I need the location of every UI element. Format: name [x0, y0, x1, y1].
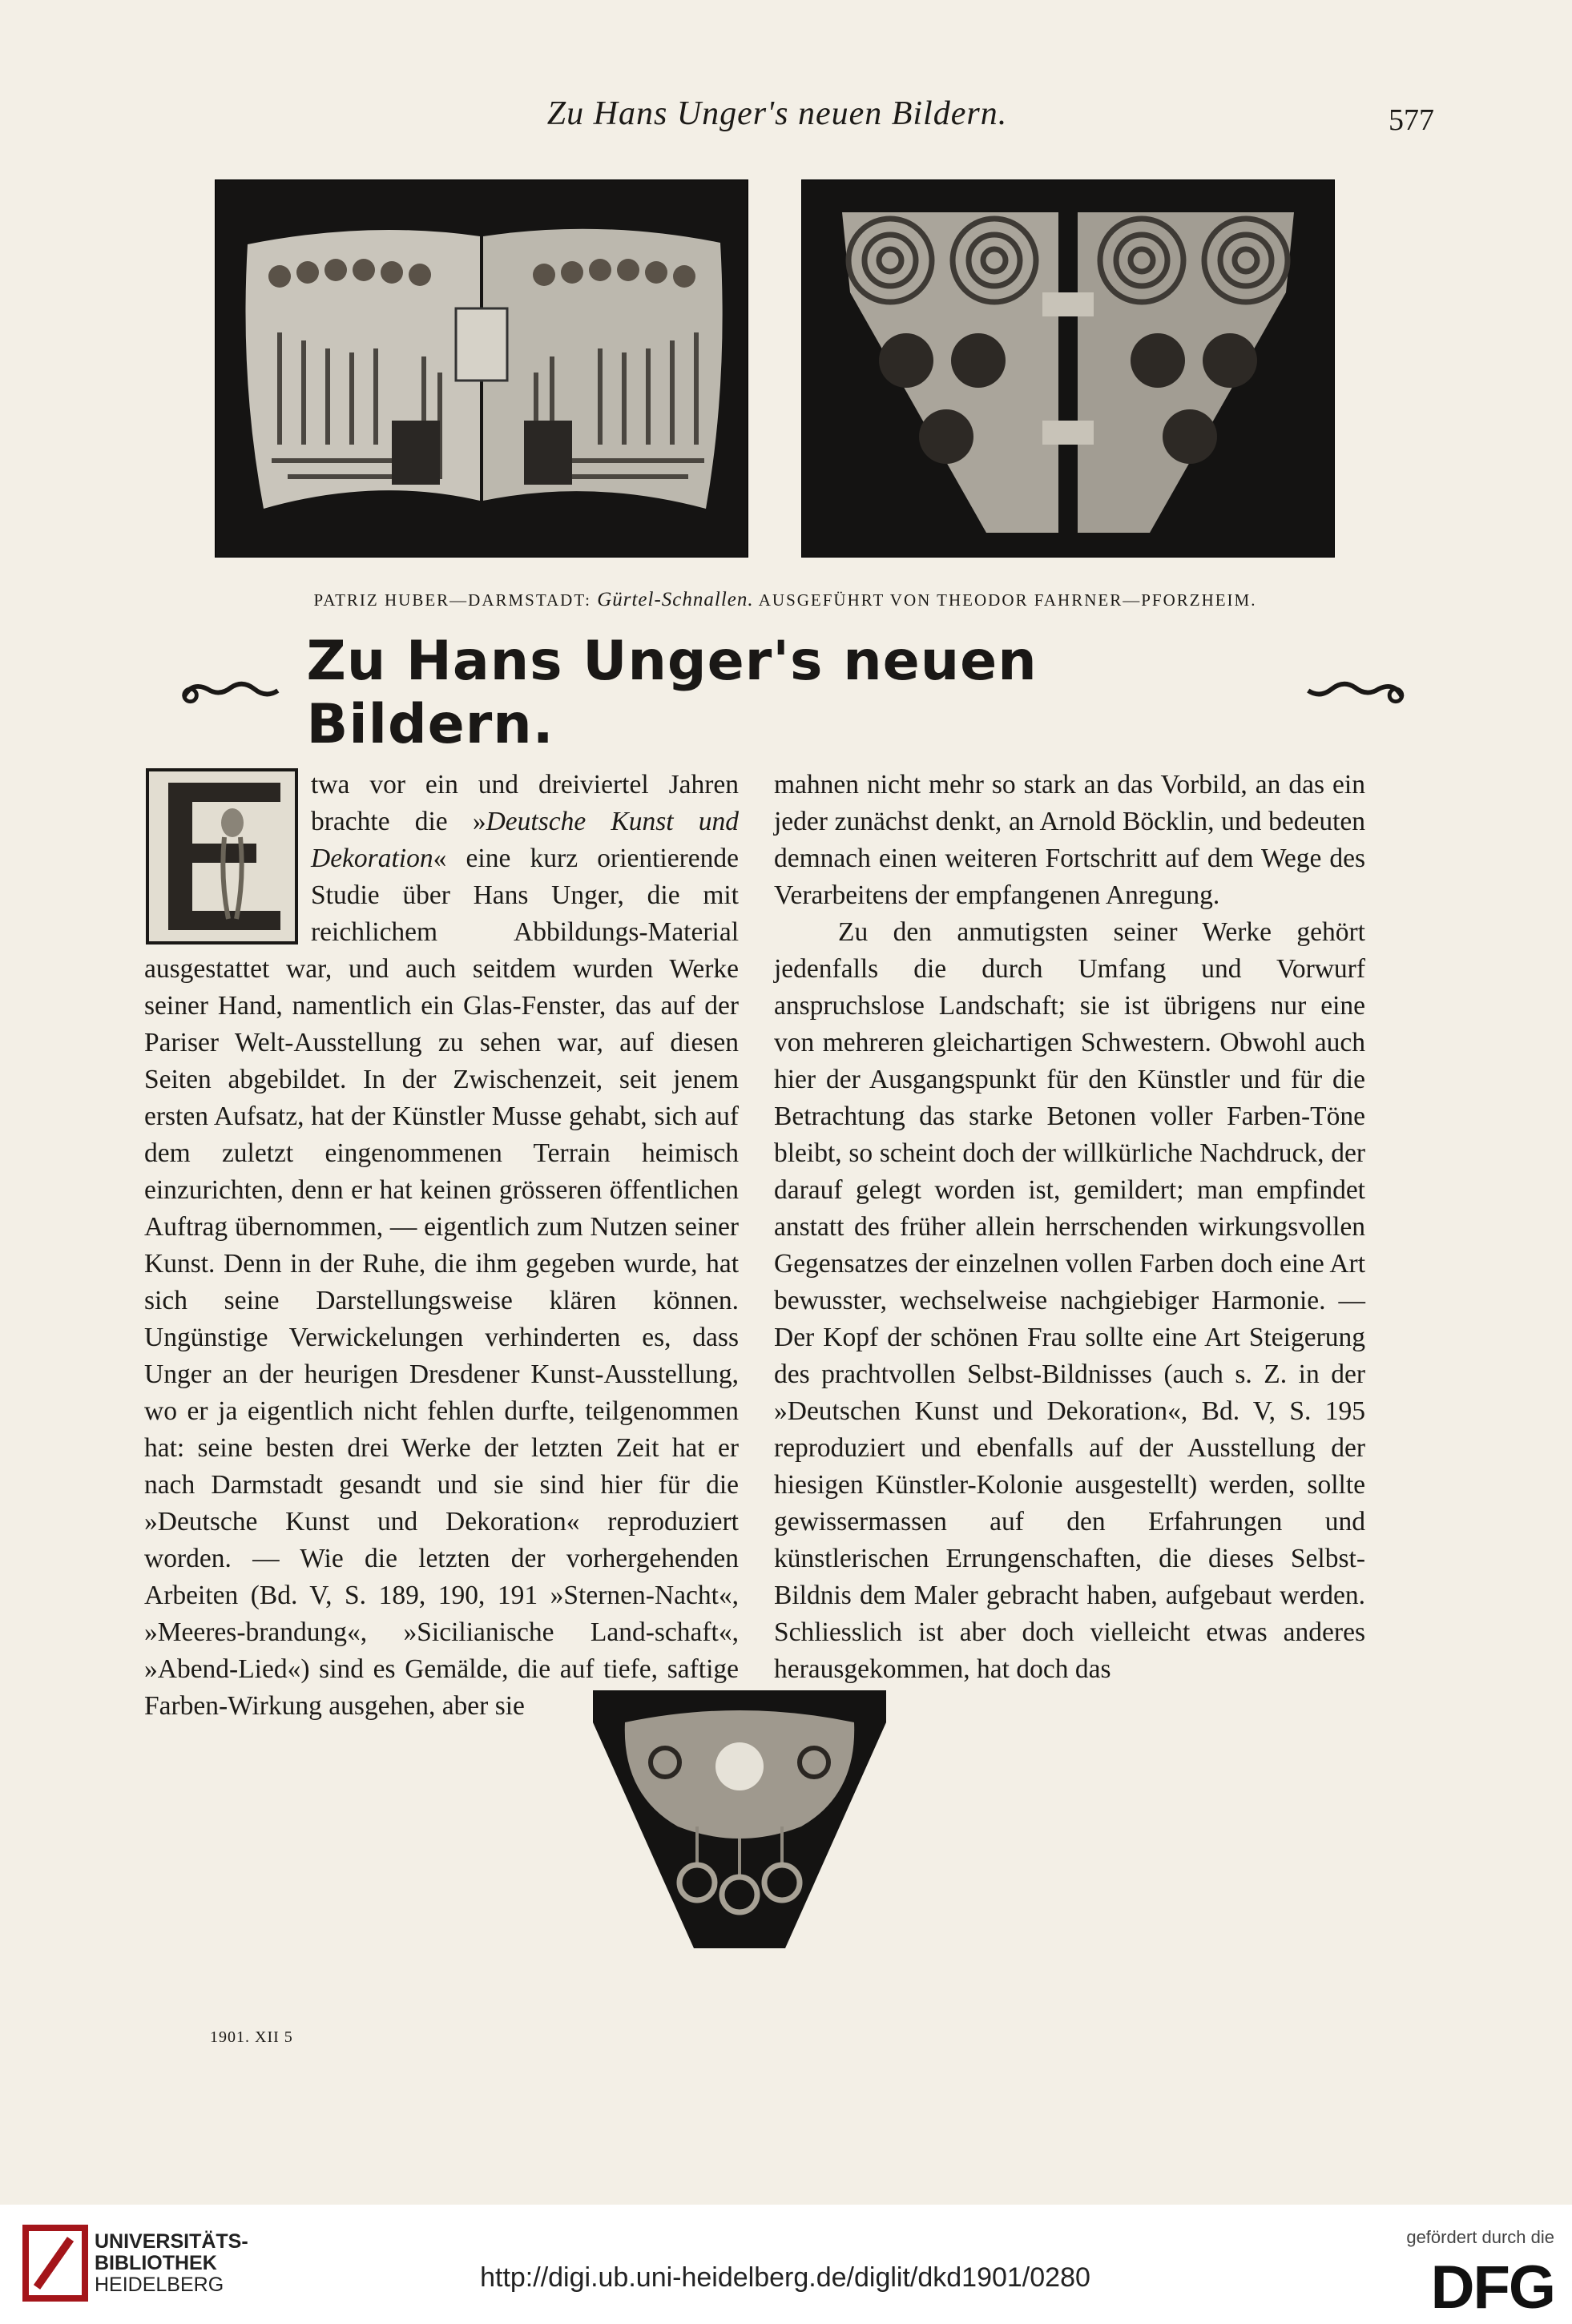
right-para-1: mahnen nicht mehr so stark an das Vorbild, an das ein jeder zunächst denkt, an Arnold Böcklin, und bedeuten demnach einen weiteren Fortschritt auf dem Wege des Verarbeitens der empfangenen Anregung.: [774, 770, 1365, 910]
page-number: 577: [1389, 103, 1434, 137]
belt-buckle-photo-right: [801, 179, 1335, 558]
right-column: [774, 767, 1365, 1688]
running-title: Zu Hans Unger's neuen Bildern.: [546, 95, 1008, 132]
left-column: [144, 767, 739, 1725]
caption-maker: AUSGEFÜHRT VON THEODOR FAHRNER—PFORZHEIM.: [753, 590, 1257, 610]
permalink-url[interactable]: http://digi.ub.uni-heidelberg.de/diglit/dkd1901/0280: [480, 2262, 1090, 2293]
left-para-1-magazine: Deutsche Kunst und Dekoration: [311, 807, 739, 873]
caption-author: PATRIZ HUBER—DARMSTADT:: [313, 590, 598, 610]
decorated-initial-e-icon: [144, 767, 300, 946]
belt-buckle-right-image: [802, 180, 1334, 557]
article-headline: Zu Hans Unger's neuen Bildern.: [306, 630, 1038, 756]
library-name: [95, 2231, 248, 2296]
caption-title: Gürtel-Schnallen.: [597, 589, 754, 610]
university-library-logo-icon: [21, 2223, 90, 2303]
headline-row: [176, 630, 1410, 756]
left-para-1-rest: « eine kurz orientierende Studie über Hans Unger, die mit reichlichem Abbildungs-Material ausgestattet war, und auch seitdem wurden Werke seiner Hand, namentlich ein Glas-Fenster, das auf der Pariser Welt-Ausstellung zu sehen war, auf diesen Seiten abgebildet. In der Zwischenzeit, seit jenem ersten Aufsatz, hat der Künstler Musse gehabt, sich auf dem zuletzt eingenommenen Terrain heimisch einzurichten, denn er hat keinen grösseren öffentlichen Auftrag übernommen, — eigentlich zum Nutzen seiner Kunst. Denn in der Ruhe, die ihm gegeben wurde, hat sich seine Darstellungsweise klären können. Ungünstige Verwickelungen verhinderten es, dass Unger an der heurigen Dresdener Kunst-Ausstellung, wo er ja eigentlich nicht fehlen durfte, teilgenommen hat: seine besten drei Werke der letzten Zeit hat er nach Darmstadt gesandt und sie sind hier für die »Deutsche Kunst und Dekoration« reproduziert worden. — Wie die letzten der vorhergehenden Arbeiten (Bd. V, S. 189, 190, 191 »Sternen-Nacht«, »Meeres-brandung«, »Sicilianische Land-schaft«, »Abend-Lied«) sind es Gemälde, die auf tiefe, saftige Farben-Wirkung ausgehen, aber sie: [144, 844, 739, 1721]
figure-caption: [160, 589, 1410, 611]
brooch-image: [593, 1690, 886, 1948]
right-ornament-icon: [1300, 673, 1410, 713]
belt-buckle-photo-left: [215, 179, 748, 558]
printer-signature: 1901. XII 5: [210, 2028, 293, 2046]
library-name-line-2: BIBLIOTHEK: [95, 2252, 217, 2274]
library-name-line-3: HEIDELBERG: [95, 2274, 224, 2296]
dfg-logo: DFG: [1430, 2254, 1554, 2322]
library-name-line-1: UNIVERSITÄTS-: [95, 2230, 248, 2253]
brooch-photo: [593, 1690, 886, 1948]
left-ornament-icon: [176, 673, 286, 713]
left-para-1-start: twa vor ein und dreiviertel Jahren brachte die »: [311, 770, 739, 836]
right-para-2: Zu den anmutigsten seiner Werke gehört jedenfalls die durch Umfang und Vorwurf anspruchslose Landschaft; sie ist übrigens nur eine von mehreren gleichartigen Schwestern. Obwohl auch hier der Ausgangspunkt für den Künstler und für die Betrachtung das starke Betonen voller Farben-Töne bleibt, so scheint doch der willkürliche Nachdruck, der darauf gelegt worden ist, gemildert; man empfindet anstatt des früher allein herrschenden wirkungsvollen Gegensatzes der einzelnen vollen Farben doch eine Art bewusster, wechselweise nachgiebiger Harmonie. — Der Kopf der schönen Frau sollte eine Art Steigerung des prachtvollen Selbst-Bildnisses (auch s. Z. in der »Deutschen Kunst und Dekoration«, Bd. V, S. 195 reproduziert und ebenfalls auf der Ausstellung der hiesigen Künstler-Kolonie ausgestellt) werden, sollte gewissermassen auf den Erfahrungen und künstlerischen Errungenschaften, die dieses Selbst-Bildnis dem Maler gebracht haben, aufgebaut werden. Schliesslich ist aber doch vielleicht etwas anderes herausgekommen, hat doch das: [774, 917, 1365, 1684]
belt-buckle-left-image: [216, 180, 748, 557]
funding-note: gefördert durch die: [1406, 2227, 1554, 2247]
